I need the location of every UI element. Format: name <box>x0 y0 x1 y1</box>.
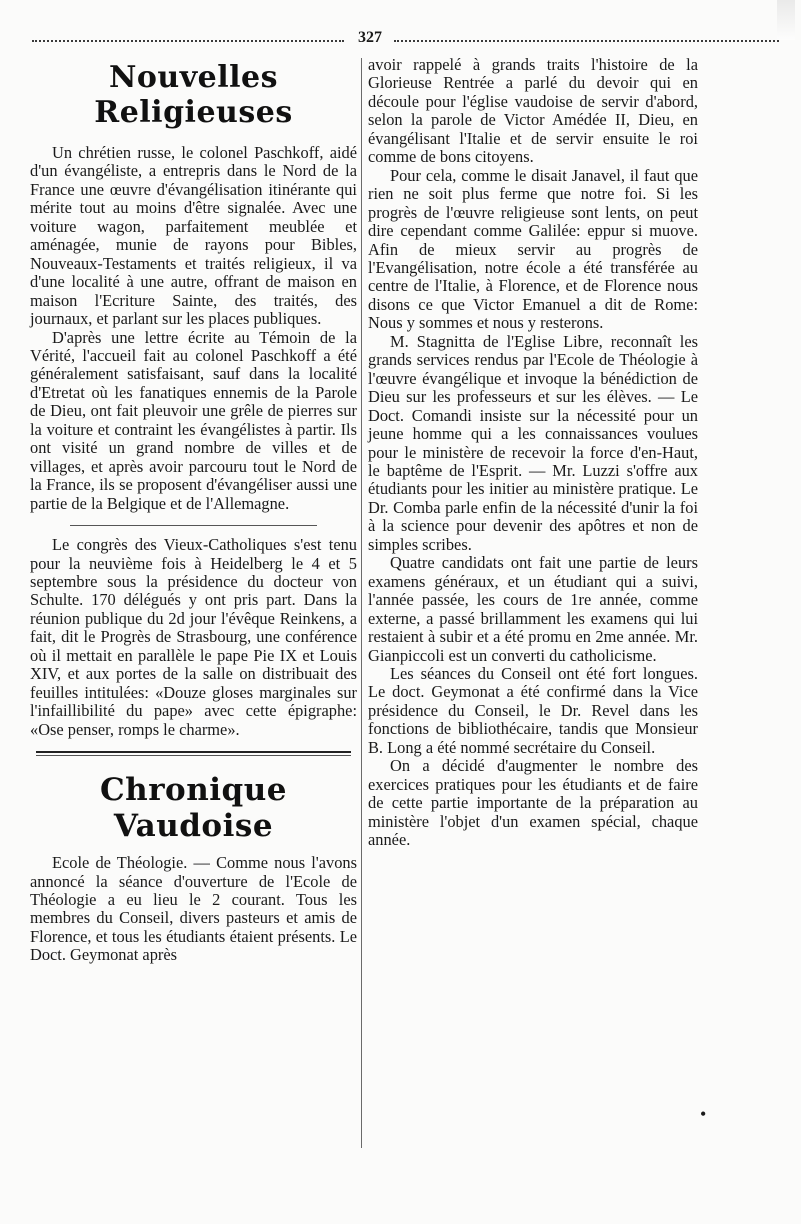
paragraph-separator <box>70 525 317 526</box>
article-paragraph: M. Stagnitta de l'Eglise Libre, reconnaît les grands services rendus par l'Ecole de Théologie à l'œuvre évangélique et invoque la bénédiction de Dieu sur les professeurs et sur les élèves. — Le Doct. Comandi insiste sur la nécessité pour un jeune homme qui a les connaissances voulues pour le ministère de recevoir la force d'en-Haut, le baptême de l'Esprit. — Mr. Luzzi s'offre aux étudiants pour les initier au ministère pratique. Le Dr. Comba parle enfin de la nécessité d'unir la foi à la science pour devenir des apôtres et non de simples scribes. <box>368 331 698 554</box>
article-paragraph: Pour cela, comme le disait Janavel, il faut que rien ne soit plus ferme que notre foi. Si les progrès de l'œuvre religieuse sont lents, on peut dire cependant comme Galilée: eppur si muove. Afin de mieux servir au progrès de l'Evangélisation, notre école a été transférée au centre de l'Italie, à Florence, et de Florence nous disons ce que Victor Emanuel a dit de Rome: Nous y sommes et nous y resterons. <box>368 165 698 333</box>
section-title-chronique-vaudoise: Chronique Vaudoise <box>100 772 287 845</box>
page-number: 327 <box>358 29 382 46</box>
article-paragraph: D'après une lettre écrite au Témoin de la Vérité, l'accueil fait au colonel Paschkoff a été généralement satisfaisant, sauf dans la localité d'Etretat où les fanatiques ennemis de la Parole de Dieu, ont fait pleuvoir une grêle de pierres sur la voiture et contraint les évangélistes à partir. Ils ont visité un grand nombre de villes et de villages, et après avoir parcouru tout le Nord de la France, ils se proposent d'évangéliser aussi une partie de la Belgique et de l'Allemagne. <box>30 327 357 513</box>
header-dotted-rule-right <box>394 40 779 42</box>
scan-edge-mark <box>777 0 795 40</box>
column-divider <box>361 58 362 1148</box>
margin-dot: • <box>700 1104 707 1124</box>
article-paragraph: Le congrès des Vieux-Catholiques s'est tenu pour la neuvième fois à Heidelberg le 4 et 5 septembre sous la présidence du docteur von Schulte. 170 délégués y ont pris part. Dans la réunion publique du 2d jour l'évêque Reinkens, a fait, dit le Progrès de Strasbourg, une conférence où il mettait en parallèle le pape Pie IX et Louis XIV, et aux portes de la salle on distribuait des feuilles intitulées: «Douze gloses marginales sur l'infaillibilité du pape» avec cette épigraphe: «Ose penser, romps le charme». <box>30 535 357 739</box>
left-column <box>30 56 357 965</box>
article-paragraph: Les séances du Conseil ont été fort longues. Le doct. Geymonat a été confirmé dans la Vice présidence du Conseil, le Dr. Revel dans les fonctions de bibliothécaire, tandis que Monsieur B. Long a été nommé secrétaire du Conseil. <box>368 663 698 757</box>
article-paragraph: On a décidé d'augmenter le nombre des exercices pratiques pour les étudiants et de faire de cette partie importante de la préparation au ministère l'objet d'un examen spécial, chaque année. <box>368 756 698 850</box>
section-double-rule <box>36 751 351 756</box>
article-paragraph: Quatre candidats ont fait une partie de leurs examens généraux, et un étudiant qui a suivi, l'année passée, les cours de 1re année, comme externe, a passé brillamment les examens qui lui restaient à subir et a été promu en 2me année. Mr. Gianpiccoli est un converti du catholicisme. <box>368 553 698 665</box>
header-dotted-rule-left <box>32 40 344 42</box>
page-header <box>32 30 779 48</box>
article-paragraph: Ecole de Théologie. — Comme nous l'avons annoncé la séance d'ouverture de l'Ecole de Théologie a eu lieu le 2 courant. Tous les membres du Conseil, divers pasteurs et amis de Florence, et tous les étudiants étaient présents. Le Doct. Geymonat après <box>30 853 357 965</box>
section-title-nouvelles-religieuses: Nouvelles Religieuses <box>94 60 293 130</box>
right-column <box>368 56 698 849</box>
article-paragraph: Un chrétien russe, le colonel Paschkoff, aidé d'un évangéliste, a entrepris dans le Nord de la France une œuvre d'évangélisation itinérante qui mérite tout au moins d'être signalée. Avec une voiture wagon, parfaitement meublée et aménagée, munie de rayons pour Bibles, Nouveaux-Testaments et traités religieux, il va d'une localité à une autre, offrant de maison en maison l'Ecriture Sainte, des traités, des journaux, et parlant sur les places publiques. <box>30 143 357 329</box>
article-paragraph: avoir rappelé à grands traits l'histoire de la Glorieuse Rentrée a parlé du devoir qui en découle pour l'église vaudoise de servir d'abord, selon la parole de Victor Amédée II, Dieu, en évangélisant l'Italie et de servir ensuite le roi comme de bons citoyens. <box>368 55 698 167</box>
